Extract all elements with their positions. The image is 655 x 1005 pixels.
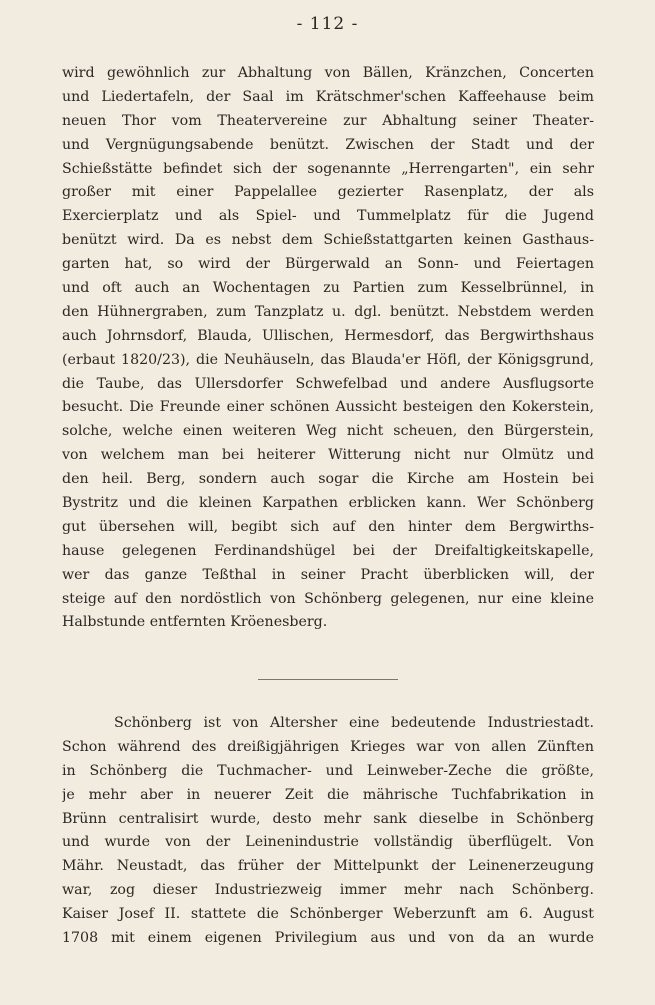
text-line: Schießstätte befindet sich der sogenannte „Herrengarten", ein sehr: [62, 160, 594, 177]
text-line: hause gelegenen Ferdinandshügel bei der Dreifaltigkeitskapelle,: [62, 542, 594, 559]
text-line: und wurde von der Leinenindustrie vollständig überflügelt. Von: [62, 834, 594, 851]
text-line: Halbstunde entfernten Kröenesberg.: [62, 614, 328, 631]
text-line: und Liedertafeln, der Saal im Krätschmer'schen Kaffeehause beim: [62, 88, 594, 105]
text-line: von welchem man bei heiterer Witterung nicht nur Olmütz und: [62, 447, 594, 464]
text-line: 1708 mit einem eigenen Privilegium aus und von da an wurde: [62, 930, 594, 947]
text-line: Kaiser Josef II. stattete die Schönberger Weberzunft am 6. August: [62, 906, 594, 923]
text-line: auch Johrnsdorf, Blauda, Ullischen, Hermesdorf, das Bergwirthshaus: [62, 327, 594, 344]
text-line: Schönberg ist von Altersher eine bedeutende Industriestadt.: [114, 715, 594, 731]
text-line: Mähr. Neustadt, das früher der Mittelpunkt der Leinenerzeugung: [62, 858, 594, 875]
text-line: je mehr aber in neuerer Zeit die mährische Tuchfabrikation in: [62, 786, 594, 803]
text-line: besucht. Die Freunde einer schönen Aussicht besteigen den Kokerstein,: [62, 399, 594, 416]
text-line: gut übersehen will, begibt sich auf den hinter dem Bergwirths-: [62, 518, 594, 535]
page-number: - 112 -: [296, 14, 359, 34]
text-line: Brünn centralisirt wurde, desto mehr sank dieselbe in Schönberg: [62, 810, 594, 827]
text-line: garten hat, so wird der Bürgerwald an Sonn- und Feiertagen: [62, 256, 594, 273]
paragraph-continuation: [62, 62, 594, 635]
text-line: (erbaut 1820/23), die Neuhäuseln, das Blauda'er Höfl, der Königsgrund,: [62, 351, 594, 368]
text-line: in Schönberg die Tuchmacher- und Leinweber-Zeche die größte,: [62, 762, 594, 779]
text-line: steige auf den nordöstlich von Schönberg gelegenen, nur eine kleine: [62, 590, 594, 607]
text-line: die Taube, das Ullersdorfer Schwefelbad und andere Ausflugsorte: [62, 375, 594, 392]
text-line: und oft auch an Wochentagen zu Partien zum Kesselbrünnel, in: [62, 280, 594, 297]
paragraph-industry: [62, 712, 594, 951]
text-line: Schon während des dreißigjährigen Krieges war von allen Zünften: [62, 738, 594, 755]
text-line: und Vergnügungsabende benützt. Zwischen der Stadt und der: [62, 136, 594, 153]
text-line: Exercierplatz und als Spiel- und Tummelplatz für die Jugend: [62, 208, 594, 225]
text-line: solche, welche einen weiteren Weg nicht scheuen, den Bürgerstein,: [62, 423, 594, 440]
text-line: war, zog dieser Industriezweig immer mehr nach Schönberg.: [62, 882, 594, 899]
section-divider: [258, 679, 398, 680]
text-line: großer mit einer Pappelallee gezierter Rasenplatz, der als: [62, 184, 594, 201]
text-line: wer das ganze Teßthal in seiner Pracht überblicken will, der: [62, 566, 594, 583]
text-line: benützt wird. Da es nebst dem Schießstattgarten keinen Gasthaus-: [62, 232, 594, 249]
text-line: den Hühnergraben, zum Tanzplatz u. dgl. benützt. Nebstdem werden: [62, 303, 594, 320]
text-line: neuen Thor vom Theatervereine zur Abhaltung seiner Theater-: [62, 112, 594, 129]
text-line: den heil. Berg, sondern auch sogar die Kirche am Hostein bei: [62, 471, 594, 488]
text-line: Bystritz und die kleinen Karpathen erblicken kann. Wer Schönberg: [62, 495, 594, 512]
text-line: wird gewöhnlich zur Abhaltung von Bällen, Kränzchen, Concerten: [62, 65, 594, 81]
